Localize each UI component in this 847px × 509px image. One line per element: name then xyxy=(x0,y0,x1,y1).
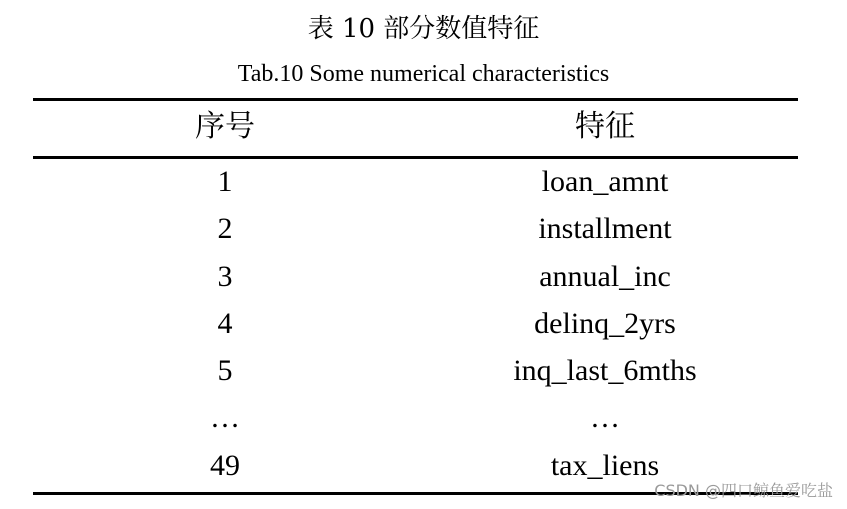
table-top-rule xyxy=(33,98,798,101)
table-caption-chinese: 表 10 部分数值特征 xyxy=(307,14,540,44)
table-row xyxy=(0,300,847,347)
row-feature: tax_liens xyxy=(550,448,660,482)
row-feature: installment xyxy=(538,212,672,246)
row-number: … xyxy=(210,401,240,435)
row-number: 49 xyxy=(210,448,240,482)
row-number: 1 xyxy=(217,165,233,198)
table-row xyxy=(0,394,847,441)
row-feature: inq_last_6mths xyxy=(513,354,697,388)
row-number: 4 xyxy=(217,306,233,340)
row-feature: annual_inc xyxy=(539,259,671,293)
table-row xyxy=(0,347,847,394)
table-row xyxy=(0,158,847,205)
row-number: 2 xyxy=(217,212,233,246)
watermark: CSDN @四口鲸鱼爱吃盐 xyxy=(654,481,833,500)
row-number: 3 xyxy=(217,259,233,293)
table-row xyxy=(0,205,847,252)
table-caption-english: Tab.10 Some numerical characteristics xyxy=(237,61,610,87)
row-feature: delinq_2yrs xyxy=(534,306,676,340)
table-body xyxy=(0,158,847,489)
row-number: 5 xyxy=(217,354,233,388)
header-number: 序号 xyxy=(195,109,255,144)
row-feature: … xyxy=(590,401,620,435)
table-row xyxy=(0,253,847,300)
row-feature: loan_amnt xyxy=(541,165,669,198)
header-feature: 特征 xyxy=(575,109,635,144)
